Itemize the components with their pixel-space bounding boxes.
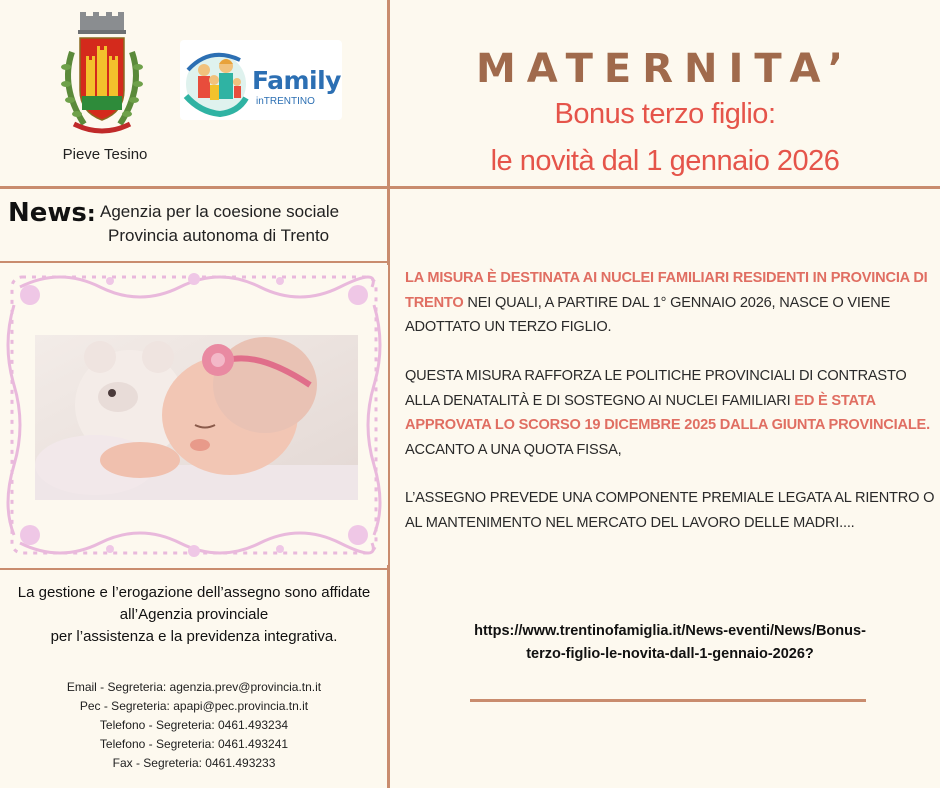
body-p1-text: NEI QUALI, A PARTIRE DAL 1° GENNAIO 2026, NASCE O VIENE ADOTTATO UN TERZO FIGLIO. [405, 294, 891, 335]
municipality-name: Pieve Tesino [62, 146, 148, 163]
baby-photo-frame [0, 265, 388, 565]
body-paragraph-3: L’ASSEGNO PREVEDE UNA COMPONENTE PREMIALE LEGATA AL RIENTRO O AL MANTENIMENTO NEL MERCATO DEL LAVORO DELLE MADRI.... [405, 490, 935, 531]
subtitle-line-2: le novità dal 1 gennaio 2026 [490, 145, 840, 177]
news-label [8, 198, 96, 228]
body-p2-start: QUESTA MISURA RAFFORZA LE POLITICHE PROVINCIALI DI CONTRASTO ALLA DENATALITÀ E DI SOSTEGNO AI NUCLEI FAMILIARI [405, 368, 907, 409]
management-line-1: La gestione e l’erogazione dell’assegno sono affidate [17, 584, 371, 601]
news-word: News [8, 198, 87, 228]
coat-of-arms-icon [52, 12, 152, 140]
news-link[interactable]: https://www.trentinofamiglia.it/News-eventi/News/Bonus-terzo-figlio-le-novita-dall-1-gennaio-2026? [474, 623, 866, 662]
family-logo-subtitle: inTRENTINO [256, 96, 315, 107]
management-line-3: per l’assistenza e la previdenza integrativa. [50, 628, 338, 645]
body-p1-highlight: LA MISURA È DESTINATA AI NUCLEI FAMILIARI RESIDENTI IN PROVINCIA DI TRENTO [405, 270, 928, 311]
family-logo-word: Family [252, 66, 341, 95]
body-paragraph-2 [405, 364, 935, 462]
body-paragraph-1 [405, 266, 935, 340]
body-p2-highlight: ED È STATA APPROVATA LO SCORSO 19 DICEMBRE 2025 DALLA GIUNTA PROVINCIALE. [405, 392, 930, 433]
body-p2-end: ACCANTO A UNA QUOTA FISSA, [405, 441, 622, 458]
contact-phone-1: Telefono - Segreteria: 0461.493234 [99, 718, 289, 732]
news-colon: : [86, 202, 96, 227]
contact-pec: Pec - Segreteria: apapi@pec.provincia.tn.it [79, 699, 309, 713]
divider-photo [0, 568, 388, 570]
subtitle-line-1: Bonus terzo figlio: [554, 98, 776, 130]
contact-email: Email - Segreteria: agenzia.prev@provincia.tn.it [66, 680, 322, 694]
divider-header [0, 186, 940, 189]
family-figures-icon [180, 40, 252, 120]
divider-news [0, 261, 388, 263]
page-title: MATERNITA’ [475, 46, 855, 92]
divider-link [470, 699, 866, 702]
family-in-trentino-logo [180, 40, 342, 120]
contact-phone-2: Telefono - Segreteria: 0461.493241 [99, 737, 289, 751]
contact-fax: Fax - Segreteria: 0461.493233 [112, 756, 276, 770]
agency-line-2: Provincia autonoma di Trento [108, 226, 330, 245]
management-line-2: all’Agenzia provinciale [119, 606, 269, 623]
agency-line-1: Agenzia per la coesione sociale [100, 202, 340, 221]
